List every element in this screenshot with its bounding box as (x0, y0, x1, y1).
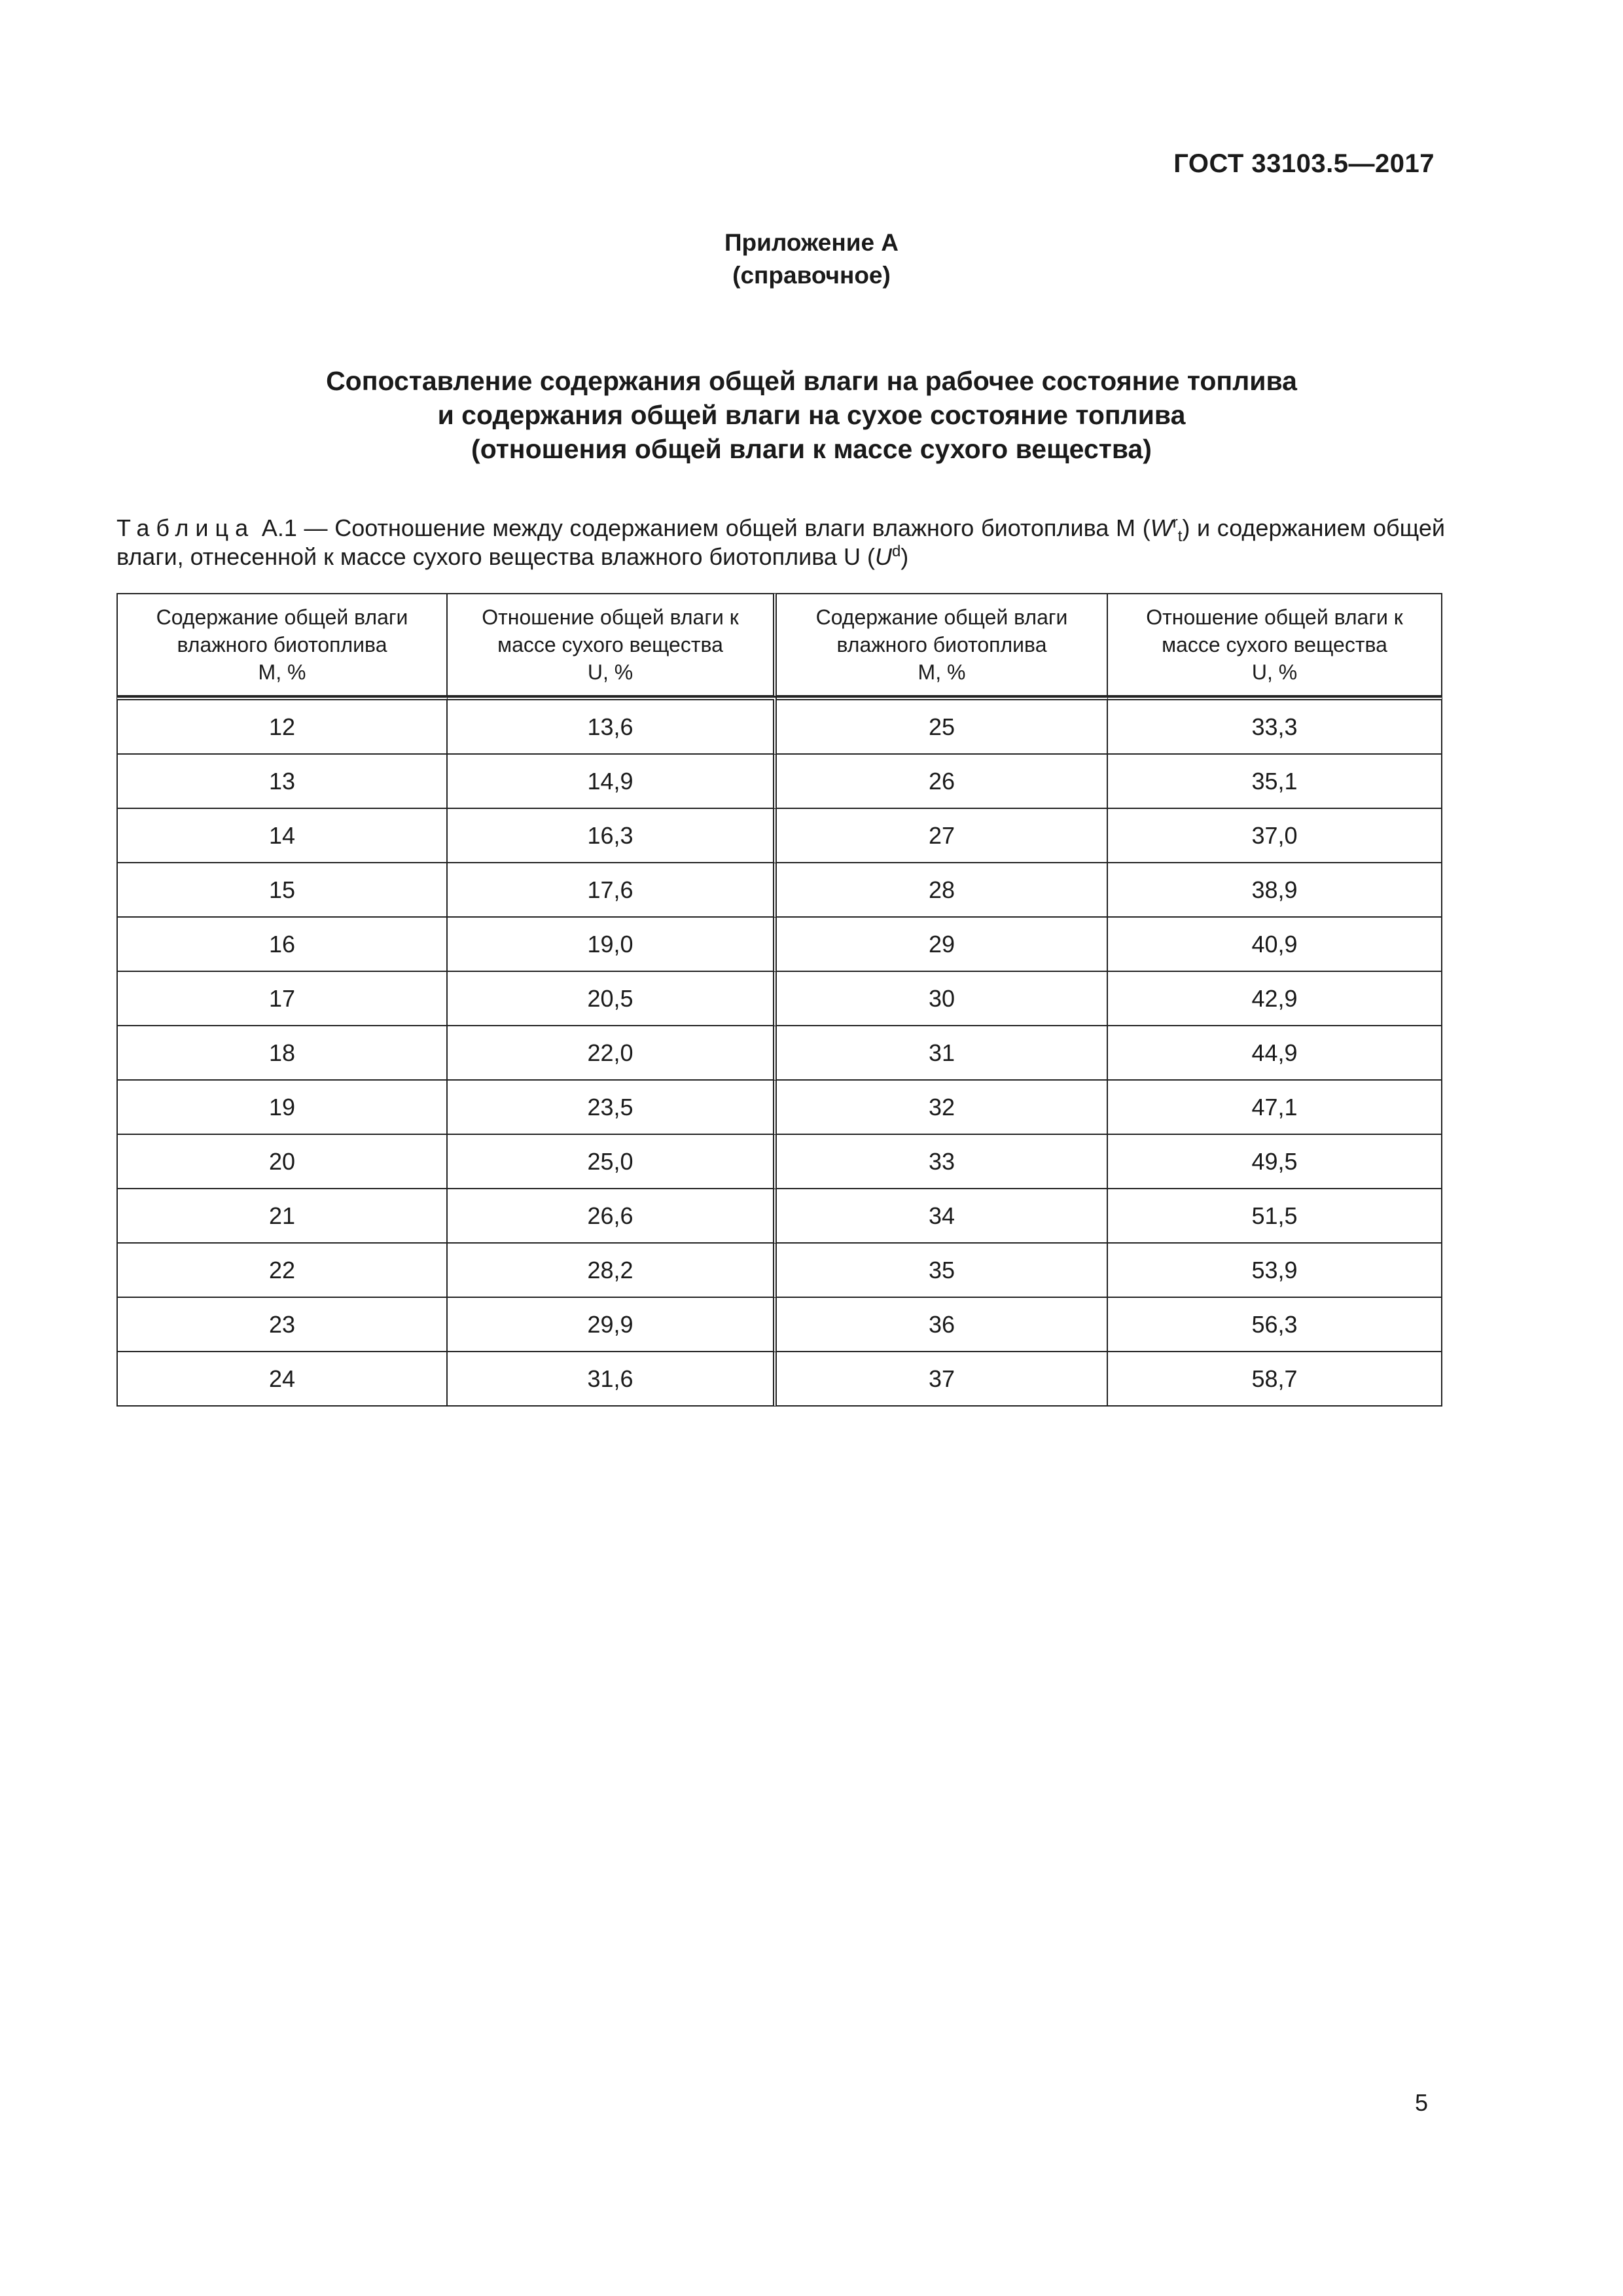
header-moisture-ratio: Отношение общей влаги к массе сухого вещества U, % (448, 593, 777, 696)
standard-number: ГОСТ 33103.5—2017 (1173, 149, 1435, 178)
cell-moisture-content: 31 (777, 1026, 1108, 1081)
cell-moisture-content: 37 (777, 1352, 1108, 1407)
cell-moisture-content: 18 (116, 1026, 448, 1081)
caption-text-2: ) и содержанием общей влаги, отнесенной к массе сухого вещества влажного биотоплива U ( (116, 514, 1445, 570)
cell-moisture-content: 24 (116, 1352, 448, 1407)
table-row (116, 755, 1442, 809)
table-row (116, 1081, 1442, 1135)
cell-moisture-content: 30 (777, 972, 1108, 1026)
cell-moisture-ratio: 47,1 (1108, 1081, 1442, 1135)
cell-moisture-content: 22 (116, 1244, 448, 1298)
annex-heading (0, 226, 1623, 292)
cell-moisture-content: 33 (777, 1135, 1108, 1189)
table-header-row (116, 593, 1442, 696)
w-superscript: r (1172, 514, 1178, 531)
cell-moisture-ratio: 17,6 (448, 863, 777, 918)
cell-moisture-content: 14 (116, 809, 448, 863)
main-title-line-1: Сопоставление содержания общей влаги на рабочее состояние топлива (326, 366, 1297, 396)
cell-moisture-ratio: 38,9 (1108, 863, 1442, 918)
cell-moisture-content: 27 (777, 809, 1108, 863)
table-caption (116, 514, 1445, 571)
cell-moisture-ratio: 42,9 (1108, 972, 1442, 1026)
cell-moisture-ratio: 40,9 (1108, 918, 1442, 972)
cell-moisture-ratio: 28,2 (448, 1244, 777, 1298)
u-superscript: d (891, 543, 901, 560)
cell-moisture-content: 34 (777, 1189, 1108, 1244)
table-row (116, 809, 1442, 863)
cell-moisture-ratio: 29,9 (448, 1298, 777, 1352)
cell-moisture-ratio: 13,6 (448, 696, 777, 755)
caption-number: А.1 (261, 514, 297, 541)
cell-moisture-content: 17 (116, 972, 448, 1026)
moisture-table (116, 593, 1442, 1407)
table-row (116, 972, 1442, 1026)
cell-moisture-content: 26 (777, 755, 1108, 809)
annex-title: Приложение А (724, 229, 899, 256)
cell-moisture-ratio: 44,9 (1108, 1026, 1442, 1081)
table-row (116, 863, 1442, 918)
cell-moisture-ratio: 51,5 (1108, 1189, 1442, 1244)
cell-moisture-ratio: 26,6 (448, 1189, 777, 1244)
cell-moisture-content: 15 (116, 863, 448, 918)
page-number: 5 (1414, 2089, 1428, 2116)
cell-moisture-ratio: 49,5 (1108, 1135, 1442, 1189)
main-title-line-3: (отношения общей влаги к массе сухого вещества) (471, 434, 1152, 464)
table-row (116, 918, 1442, 972)
w-symbol: W (1150, 514, 1173, 541)
table-row (116, 1189, 1442, 1244)
cell-moisture-ratio: 14,9 (448, 755, 777, 809)
table-row (116, 1298, 1442, 1352)
cell-moisture-content: 28 (777, 863, 1108, 918)
cell-moisture-ratio: 19,0 (448, 918, 777, 972)
w-subscript: t (1177, 528, 1183, 546)
cell-moisture-content: 16 (116, 918, 448, 972)
table-body (116, 696, 1442, 1407)
cell-moisture-content: 36 (777, 1298, 1108, 1352)
annex-status: (справочное) (732, 262, 891, 289)
cell-moisture-ratio: 35,1 (1108, 755, 1442, 809)
cell-moisture-ratio: 37,0 (1108, 809, 1442, 863)
cell-moisture-content: 12 (116, 696, 448, 755)
header-moisture-content: Содержание общей влаги влажного биотоплива M, % (116, 593, 448, 696)
u-symbol: U (874, 543, 892, 570)
header-moisture-content: Содержание общей влаги влажного биотоплива M, % (777, 593, 1108, 696)
cell-moisture-ratio: 16,3 (448, 809, 777, 863)
cell-moisture-ratio: 53,9 (1108, 1244, 1442, 1298)
cell-moisture-content: 19 (116, 1081, 448, 1135)
cell-moisture-content: 23 (116, 1298, 448, 1352)
table-row (116, 1135, 1442, 1189)
main-title-line-2: и содержания общей влаги на сухое состояние топлива (437, 400, 1186, 430)
cell-moisture-content: 25 (777, 696, 1108, 755)
cell-moisture-ratio: 20,5 (448, 972, 777, 1026)
table-row (116, 1026, 1442, 1081)
cell-moisture-content: 29 (777, 918, 1108, 972)
header-moisture-ratio: Отношение общей влаги к массе сухого вещества U, % (1108, 593, 1442, 696)
cell-moisture-ratio: 25,0 (448, 1135, 777, 1189)
cell-moisture-content: 13 (116, 755, 448, 809)
cell-moisture-content: 35 (777, 1244, 1108, 1298)
table-row (116, 696, 1442, 755)
caption-text-1: — Соотношение между содержанием общей влаги влажного биотоплива M ( (296, 514, 1150, 541)
cell-moisture-content: 21 (116, 1189, 448, 1244)
cell-moisture-ratio: 22,0 (448, 1026, 777, 1081)
cell-moisture-ratio: 58,7 (1108, 1352, 1442, 1407)
table-row (116, 1244, 1442, 1298)
cell-moisture-ratio: 33,3 (1108, 696, 1442, 755)
cell-moisture-content: 32 (777, 1081, 1108, 1135)
table-row (116, 1352, 1442, 1407)
cell-moisture-ratio: 23,5 (448, 1081, 777, 1135)
moisture-table-container (116, 593, 1442, 1407)
cell-moisture-content: 20 (116, 1135, 448, 1189)
cell-moisture-ratio: 31,6 (448, 1352, 777, 1407)
caption-text-3: ) (901, 543, 909, 570)
caption-label: Таблица (116, 514, 255, 541)
annex-main-title (0, 364, 1623, 466)
cell-moisture-ratio: 56,3 (1108, 1298, 1442, 1352)
